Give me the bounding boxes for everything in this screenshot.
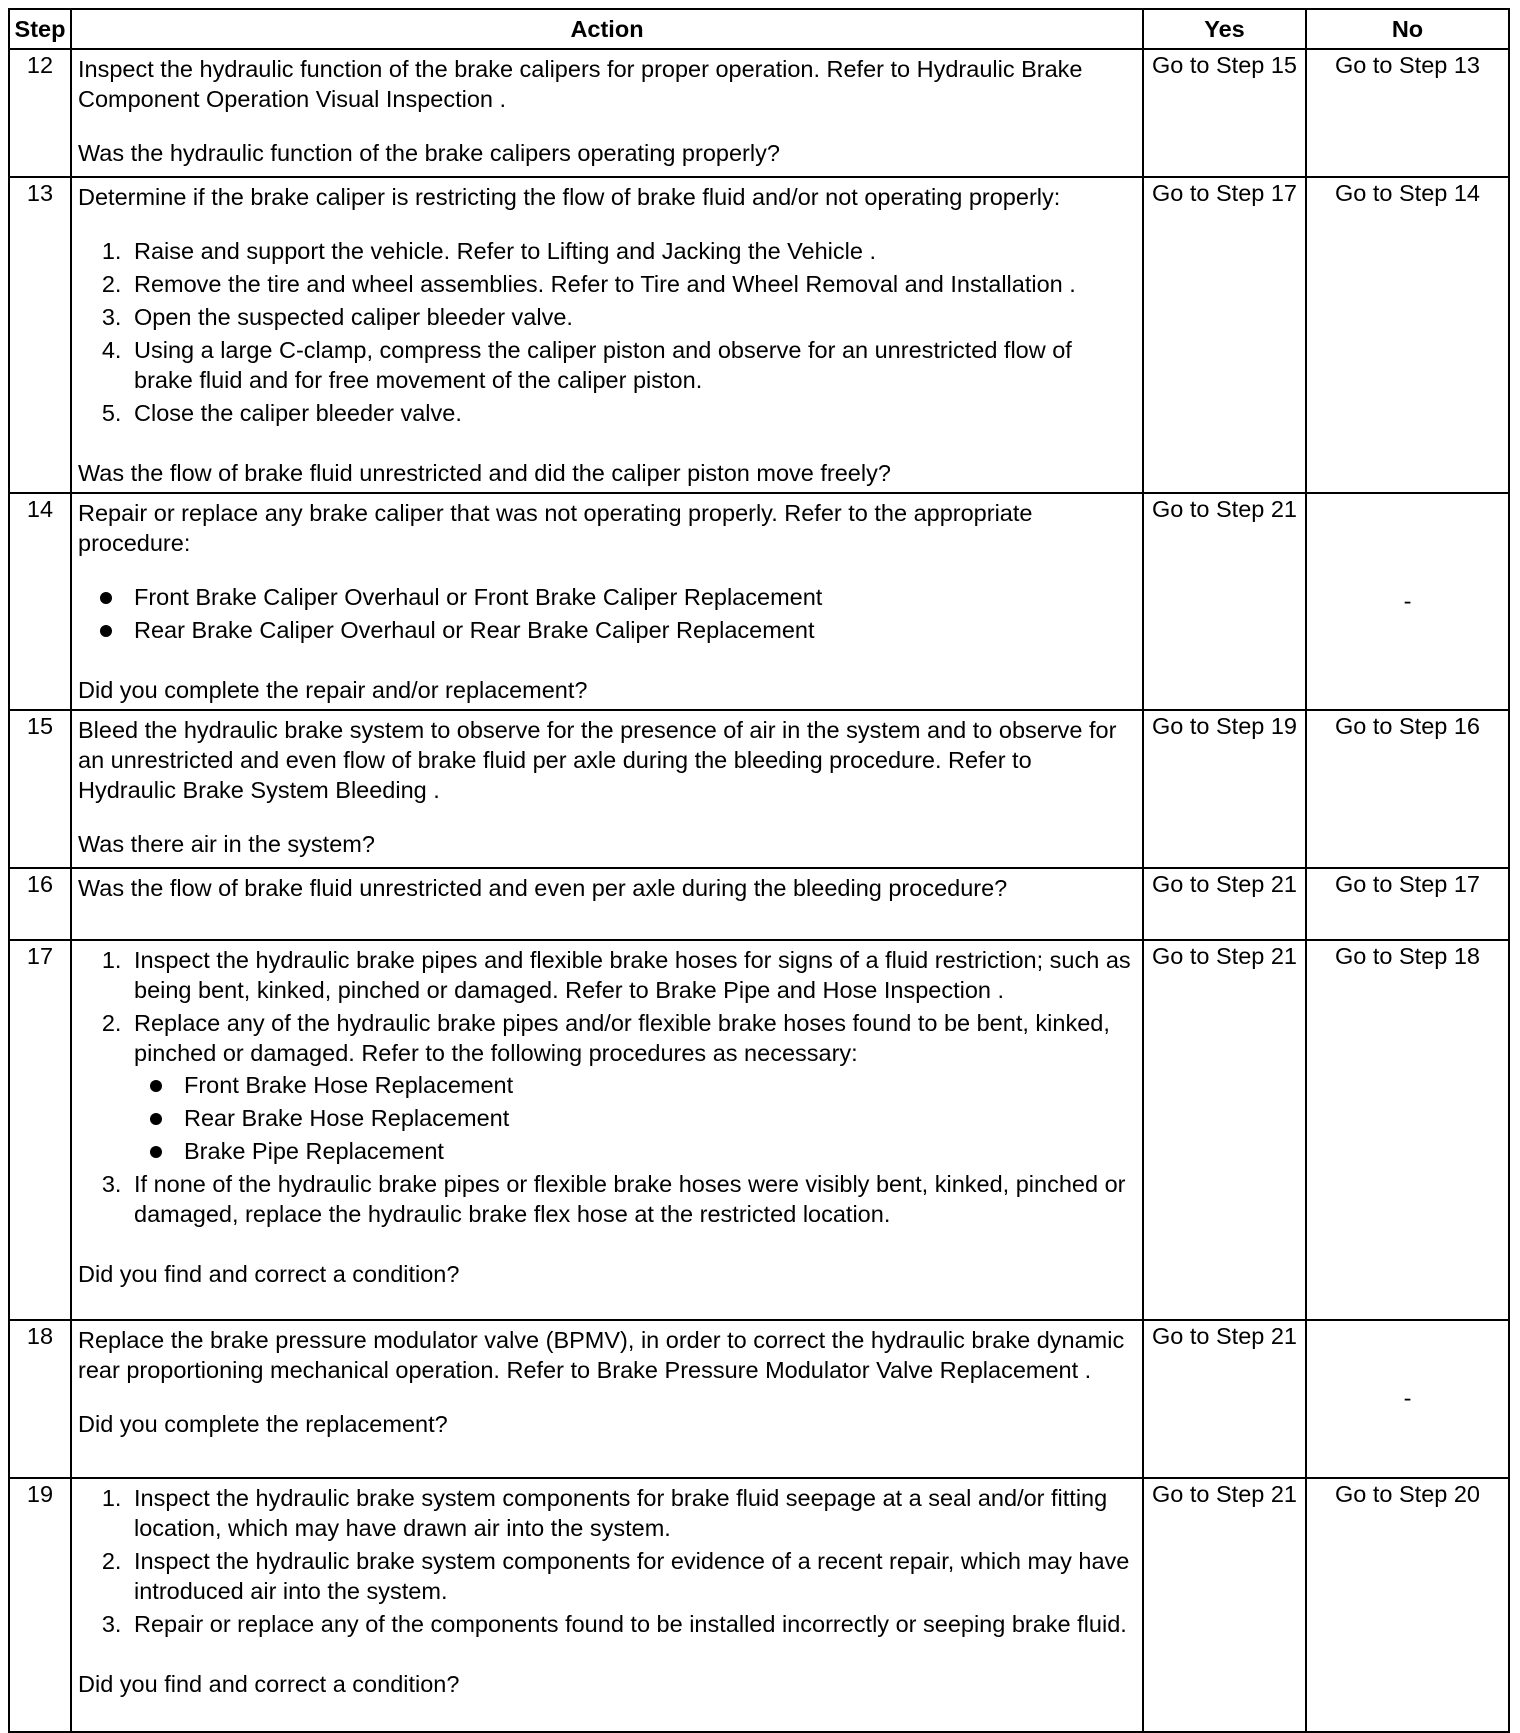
action-question: Was the flow of brake fluid unrestricted and even per axle during the bleeding procedure? xyxy=(78,875,1008,901)
list-item: 5. Close the caliper bleeder valve. xyxy=(128,398,1136,428)
action-cell xyxy=(71,49,1143,177)
header-row xyxy=(9,9,1509,49)
bullet-text: Front Brake Hose Replacement xyxy=(184,1072,514,1098)
no-cell: Go to Step 13 xyxy=(1306,49,1509,177)
yes-cell: Go to Step 21 xyxy=(1143,1320,1306,1478)
diagnostic-table xyxy=(8,8,1510,1733)
action-question: Did you complete the repair and/or replacement? xyxy=(78,677,588,703)
bullet-dot xyxy=(150,1080,162,1092)
no-cell: Go to Step 20 xyxy=(1306,1478,1509,1732)
action-cell xyxy=(71,177,1143,493)
yes-cell: Go to Step 19 xyxy=(1143,710,1306,868)
step-number: 18 xyxy=(9,1320,71,1478)
list-item: 3. Open the suspected caliper bleeder valve. xyxy=(128,302,1136,332)
list-item: 1. Raise and support the vehicle. Refer to Lifting and Jacking the Vehicle . xyxy=(128,236,1136,266)
step-number: 16 xyxy=(9,868,71,940)
table-row xyxy=(9,1320,1509,1478)
table-row xyxy=(9,49,1509,177)
list-item: 2. Remove the tire and wheel assemblies. Refer to Tire and Wheel Removal and Installation . xyxy=(128,269,1136,299)
no-cell: - xyxy=(1306,1320,1509,1478)
list-item xyxy=(128,615,1136,645)
table-row xyxy=(9,940,1509,1320)
no-cell: Go to Step 17 xyxy=(1306,868,1509,940)
header-action: Action xyxy=(71,9,1143,49)
bullet-text: Front Brake Caliper Overhaul or Front Brake Caliper Replacement xyxy=(134,584,823,610)
yes-cell: Go to Step 21 xyxy=(1143,868,1306,940)
step-number: 14 xyxy=(9,493,71,710)
bullet-dot xyxy=(100,592,112,604)
list-item: 4. Using a large C-clamp, compress the caliper piston and observe for an unrestricted flow of brake fluid and for free movement of the caliper piston. xyxy=(128,335,1136,395)
list-item: 1. Inspect the hydraulic brake pipes and flexible brake hoses for signs of a fluid restriction; such as being bent, kinked, pinched or damaged. Refer to Brake Pipe and Hose Inspection . xyxy=(128,945,1136,1005)
step-number: 15 xyxy=(9,710,71,868)
action-cell xyxy=(71,710,1143,868)
table-row xyxy=(9,868,1509,940)
no-cell: - xyxy=(1306,493,1509,710)
action-cell xyxy=(71,1478,1143,1732)
header-no: No xyxy=(1306,9,1509,49)
action-intro: Repair or replace any brake caliper that was not operating properly. Refer to the appropriate procedure: xyxy=(78,500,1033,556)
action-question: Did you find and correct a condition? xyxy=(78,1261,460,1287)
yes-cell: Go to Step 21 xyxy=(1143,1478,1306,1732)
procedure-list xyxy=(78,1483,1136,1639)
action-intro: Determine if the brake caliper is restricting the flow of brake fluid and/or not operating properly: xyxy=(78,184,1061,210)
bullet-text: Rear Brake Caliper Overhaul or Rear Brake Caliper Replacement xyxy=(134,617,815,643)
action-cell xyxy=(71,493,1143,710)
yes-cell: Go to Step 21 xyxy=(1143,940,1306,1320)
bullet-dot xyxy=(150,1146,162,1158)
action-cell xyxy=(71,1320,1143,1478)
bullet-dot xyxy=(150,1113,162,1125)
action-question: Was there air in the system? xyxy=(78,831,375,857)
table-row xyxy=(9,177,1509,493)
action-cell xyxy=(71,868,1143,940)
list-item xyxy=(128,1008,1136,1166)
list-item: 2. Inspect the hydraulic brake system components for evidence of a recent repair, which may have introduced air into the system. xyxy=(128,1546,1136,1606)
procedure-list xyxy=(78,945,1136,1229)
step-number: 12 xyxy=(9,49,71,177)
action-intro: Replace the brake pressure modulator valve (BPMV), in order to correct the hydraulic brake dynamic rear proportioning mechanical operation. Refer to Brake Pressure Modulator Valve Replacement . xyxy=(78,1327,1125,1383)
list-item xyxy=(178,1136,1136,1166)
sub-bullets xyxy=(134,1070,1136,1166)
list-item: 3. If none of the hydraulic brake pipes or flexible brake hoses were visibly bent, kinked, pinched or damaged, replace the hydraulic brake flex hose at the restricted location. xyxy=(128,1169,1136,1229)
bullet-text: Brake Pipe Replacement xyxy=(184,1138,444,1164)
no-cell: Go to Step 16 xyxy=(1306,710,1509,868)
header-step: Step xyxy=(9,9,71,49)
bullet-text: Rear Brake Hose Replacement xyxy=(184,1105,510,1131)
no-cell: Go to Step 18 xyxy=(1306,940,1509,1320)
list-item-text: Replace any of the hydraulic brake pipes and/or flexible brake hoses found to be bent, kinked, pinched or damaged. Refer to the following procedures as necessary: xyxy=(134,1010,1110,1066)
header-yes: Yes xyxy=(1143,9,1306,49)
table-row xyxy=(9,493,1509,710)
table-row xyxy=(9,710,1509,868)
step-number: 19 xyxy=(9,1478,71,1732)
bullet-dot xyxy=(100,625,112,637)
list-item: 3. Repair or replace any of the components found to be installed incorrectly or seeping brake fluid. xyxy=(128,1609,1136,1639)
action-cell xyxy=(71,940,1143,1320)
list-item xyxy=(178,1070,1136,1100)
action-intro: Bleed the hydraulic brake system to observe for the presence of air in the system and to observe for an unrestricted and even flow of brake fluid per axle during the bleeding procedure. Refer to Hydraulic Brake System Bleeding . xyxy=(78,717,1117,803)
action-question: Was the flow of brake fluid unrestricted and did the caliper piston move freely? xyxy=(78,460,891,486)
list-item xyxy=(178,1103,1136,1133)
action-intro: Inspect the hydraulic function of the brake calipers for proper operation. Refer to Hydraulic Brake Component Operation Visual Inspection . xyxy=(78,56,1083,112)
step-number: 13 xyxy=(9,177,71,493)
yes-cell: Go to Step 21 xyxy=(1143,493,1306,710)
procedure-list xyxy=(78,236,1136,428)
list-item: 1. Inspect the hydraulic brake system components for brake fluid seepage at a seal and/or fitting location, which may have drawn air into the system. xyxy=(128,1483,1136,1543)
no-cell: Go to Step 14 xyxy=(1306,177,1509,493)
table-row xyxy=(9,1478,1509,1732)
procedure-bullets xyxy=(78,582,1136,645)
action-question: Did you find and correct a condition? xyxy=(78,1671,460,1697)
action-question: Was the hydraulic function of the brake calipers operating properly? xyxy=(78,140,780,166)
list-item xyxy=(128,582,1136,612)
yes-cell: Go to Step 17 xyxy=(1143,177,1306,493)
yes-cell: Go to Step 15 xyxy=(1143,49,1306,177)
action-question: Did you complete the replacement? xyxy=(78,1411,448,1437)
step-number: 17 xyxy=(9,940,71,1320)
